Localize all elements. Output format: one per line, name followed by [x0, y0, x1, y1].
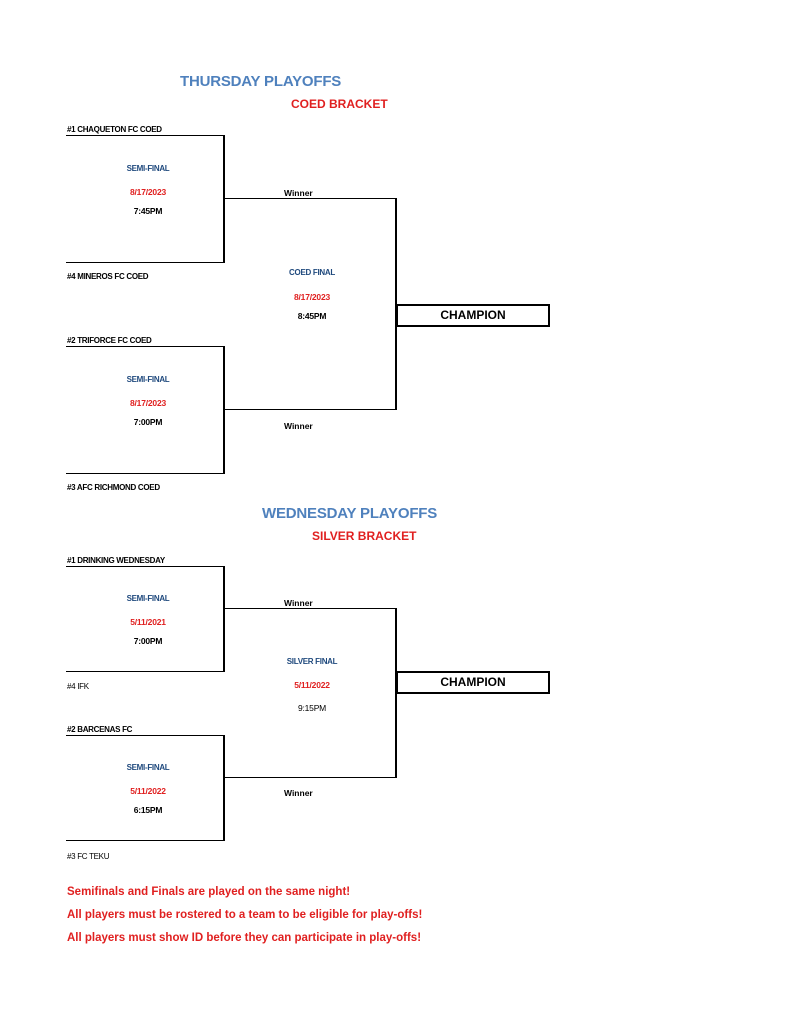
wednesday-semi1-label: SEMI-FINAL	[126, 594, 170, 603]
wednesday-team-2: #2 BARCENAS FC	[67, 725, 133, 734]
thursday-title: THURSDAY PLAYOFFS	[180, 73, 342, 90]
wednesday-semi1-time: 7:00PM	[133, 636, 163, 646]
thursday-semi1-label: SEMI-FINAL	[126, 164, 170, 173]
thursday-team-3: #3 AFC RICHMOND COED	[67, 483, 160, 492]
thursday-semi2-date: 8/17/2023	[129, 398, 167, 408]
wednesday-final-time: 9:15PM	[297, 703, 327, 713]
bracket-line	[225, 409, 397, 410]
bracket-line	[225, 198, 397, 199]
bracket-line	[223, 135, 225, 263]
wednesday-final-date: 5/11/2022	[294, 680, 330, 690]
note-1: Semifinals and Finals are played on the same night!	[67, 886, 351, 898]
wednesday-champion-box: CHAMPION	[396, 671, 550, 694]
wednesday-team-3: #3 FC TEKU	[67, 852, 110, 861]
wednesday-semi1-date: 5/11/2021	[130, 617, 166, 627]
bracket-line	[66, 135, 225, 136]
wednesday-winner-2: Winner	[284, 788, 313, 798]
bracket-line	[223, 735, 225, 841]
bracket-line	[223, 346, 225, 474]
thursday-semi1-time: 7:45PM	[133, 206, 163, 216]
bracket-line	[225, 608, 397, 609]
note-3: All players must show ID before they can participate in play-offs!	[67, 932, 422, 944]
wednesday-subtitle: SILVER BRACKET	[312, 529, 417, 543]
wednesday-title: WEDNESDAY PLAYOFFS	[262, 505, 438, 522]
bracket-line	[66, 735, 225, 736]
thursday-semi1-date: 8/17/2023	[129, 187, 167, 197]
wednesday-semi2-time: 6:15PM	[133, 805, 163, 815]
thursday-team-4: #4 MINEROS FC COED	[67, 272, 149, 281]
bracket-line	[66, 671, 225, 672]
thursday-winner-2: Winner	[284, 421, 313, 431]
thursday-team-2: #2 TRIFORCE FC COED	[67, 336, 152, 345]
bracket-line	[66, 840, 225, 841]
thursday-final-date: 8/17/2023	[293, 292, 331, 302]
thursday-semi2-label: SEMI-FINAL	[126, 375, 170, 384]
bracket-line	[66, 346, 225, 347]
wednesday-team-1: #1 DRINKING WEDNESDAY	[67, 556, 165, 565]
bracket-line	[66, 262, 225, 263]
bracket-line	[225, 777, 397, 778]
thursday-team-1: #1 CHAQUETON FC COED	[67, 125, 162, 134]
bracket-line	[66, 473, 225, 474]
wednesday-winner-1: Winner	[284, 598, 313, 608]
bracket-line	[66, 566, 225, 567]
wednesday-semi2-label: SEMI-FINAL	[126, 763, 170, 772]
wednesday-team-4: #4 IFK	[67, 682, 89, 691]
thursday-champion-box: CHAMPION	[396, 304, 550, 327]
thursday-winner-1: Winner	[284, 188, 313, 198]
bracket-line	[223, 566, 225, 672]
thursday-final-label: COED FINAL	[289, 268, 335, 277]
thursday-final-time: 8:45PM	[297, 311, 327, 321]
wednesday-final-label: SILVER FINAL	[286, 657, 338, 666]
thursday-semi2-time: 7:00PM	[133, 417, 163, 427]
thursday-subtitle: COED BRACKET	[291, 97, 388, 111]
wednesday-semi2-date: 5/11/2022	[130, 786, 166, 796]
note-2: All players must be rostered to a team to be eligible for play-offs!	[67, 909, 423, 921]
